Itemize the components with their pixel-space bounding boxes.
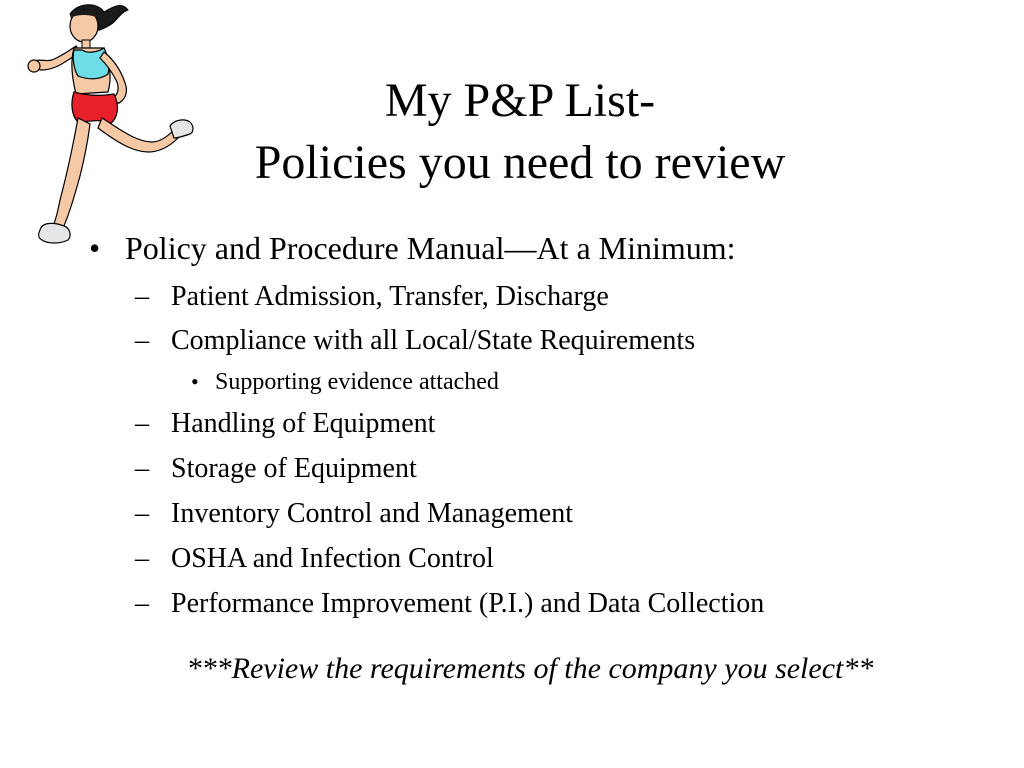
dash-marker: –	[135, 281, 149, 312]
outline-item-text: Performance Improvement (P.I.) and Data Collection	[171, 588, 765, 619]
review-note: ***Review the requirements of the company you select**	[186, 652, 874, 685]
outline-subitem	[135, 325, 696, 357]
dash-marker: –	[135, 453, 149, 484]
outline-item-text: Policy and Procedure Manual—At a Minimum:	[125, 230, 736, 266]
bullet-marker: •	[191, 369, 199, 394]
outline-subitem	[135, 543, 494, 575]
outline-item-text: Patient Admission, Transfer, Discharge	[171, 281, 609, 312]
outline-item-text: Storage of Equipment	[171, 453, 417, 484]
outline-item-text: OSHA and Infection Control	[171, 543, 494, 574]
outline-subitem	[135, 408, 436, 440]
dash-marker: –	[135, 498, 149, 529]
outline-item-main	[89, 230, 736, 267]
dash-marker: –	[135, 408, 149, 439]
bullet-marker: •	[89, 230, 101, 266]
outline-subitem	[135, 498, 574, 530]
outline-item-text: Supporting evidence attached	[215, 369, 499, 395]
outline-subitem	[135, 281, 609, 313]
outline-subsubitem	[191, 369, 499, 396]
dash-marker: –	[135, 543, 149, 574]
outline-subitem	[135, 588, 765, 620]
dash-marker: –	[135, 325, 149, 356]
outline-item-text: Inventory Control and Management	[171, 498, 574, 529]
title-line-2: Policies you need to review	[254, 136, 786, 189]
outline-item-text: Compliance with all Local/State Requirements	[171, 325, 696, 356]
outline-item-text: Handling of Equipment	[171, 408, 436, 439]
outline-subitem	[135, 453, 417, 485]
dash-marker: –	[135, 588, 149, 619]
title-line-1: My P&P List-	[384, 74, 656, 127]
